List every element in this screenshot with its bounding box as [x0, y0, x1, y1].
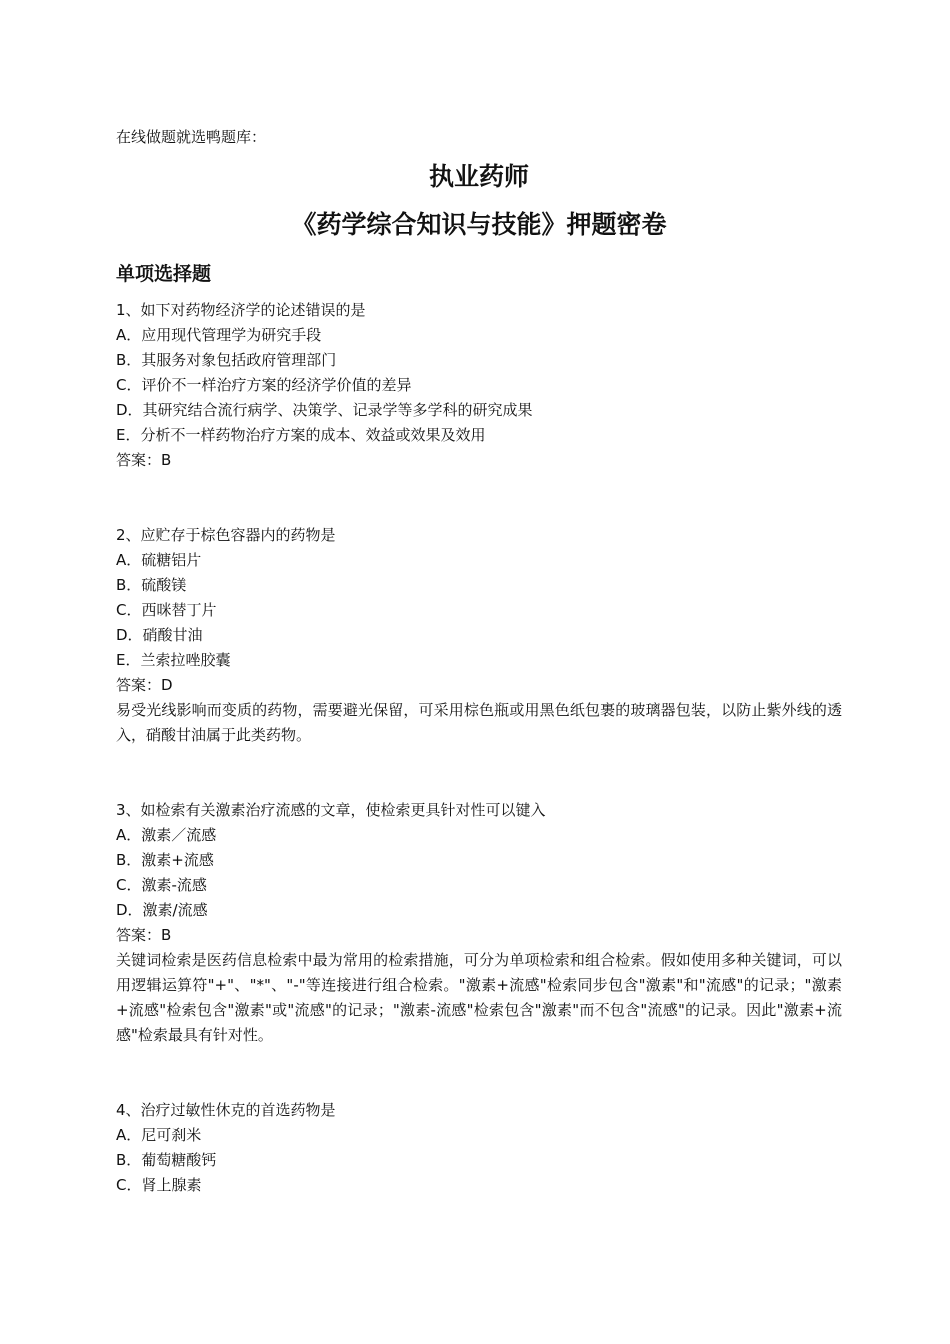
- option-c: C．西咪替丁片: [116, 601, 217, 619]
- option-a: A．应用现代管理学为研究手段: [116, 326, 322, 344]
- explanation: 易受光线影响而变质的药物，需要避光保留，可采用棕色瓶或用黑色纸包裹的玻璃器包装，以防止紫外线的透入，硝酸甘油属于此类药物。: [116, 701, 842, 744]
- question-2: [116, 523, 842, 748]
- document-subtitle: 《药学综合知识与技能》押题密卷: [291, 210, 667, 239]
- option-c: C．激素-流感: [116, 876, 207, 894]
- option-d: D．激素/流感: [116, 901, 208, 919]
- option-d: D．其研究结合流行病学、决策学、记录学等多学科的研究成果: [116, 401, 533, 419]
- answer: 答案：D: [116, 676, 173, 694]
- question-4: [116, 1098, 842, 1198]
- question-stem: 3、如检索有关激素治疗流感的文章，使检索更具针对性可以键入: [116, 801, 546, 819]
- explanation: 关键词检索是医药信息检索中最为常用的检索措施，可分为单项检索和组合检索。假如使用多种关键词，可以用逻辑运算符"+"、"*"、"-"等连接进行组合检索。"激素+流感"检索同步包含"激素"和"流感"的记录；"激素+流感"检索包含"激素"或"流感"的记录；"激素-流感"检索包含"激素"而不包含"流感"的记录。因此"激素+流感"检索最具有针对性。: [116, 951, 842, 1044]
- option-b: B．葡萄糖酸钙: [116, 1151, 217, 1169]
- option-a: A．尼可刹米: [116, 1126, 202, 1144]
- option-c: C．评价不一样治疗方案的经济学价值的差异: [116, 376, 412, 394]
- option-b: B．硫酸镁: [116, 576, 187, 594]
- question-stem: 4、治疗过敏性休克的首选药物是: [116, 1101, 336, 1119]
- option-b: B．其服务对象包括政府管理部门: [116, 351, 337, 369]
- option-e: E．分析不一样药物治疗方案的成本、效益或效果及效用: [116, 426, 486, 444]
- question-stem: 1、如下对药物经济学的论述错误的是: [116, 301, 366, 319]
- option-d: D．硝酸甘油: [116, 626, 203, 644]
- document-page: [116, 126, 842, 1198]
- document-title: 执业药师: [428, 162, 529, 191]
- answer: 答案：B: [116, 926, 172, 944]
- question-3: [116, 798, 842, 1048]
- answer: 答案：B: [116, 451, 172, 469]
- option-c: C．肾上腺素: [116, 1176, 202, 1194]
- question-1: [116, 298, 842, 473]
- option-b: B．激素+流感: [116, 851, 214, 869]
- option-a: A．激素／流感: [116, 826, 217, 844]
- section-heading: 单项选择题: [116, 263, 212, 285]
- source-line: 在线做题就选鸭题库：: [116, 128, 267, 146]
- option-a: A．硫糖铝片: [116, 551, 202, 569]
- question-stem: 2、应贮存于棕色容器内的药物是: [116, 526, 336, 544]
- option-e: E．兰索拉唑胶囊: [116, 651, 231, 669]
